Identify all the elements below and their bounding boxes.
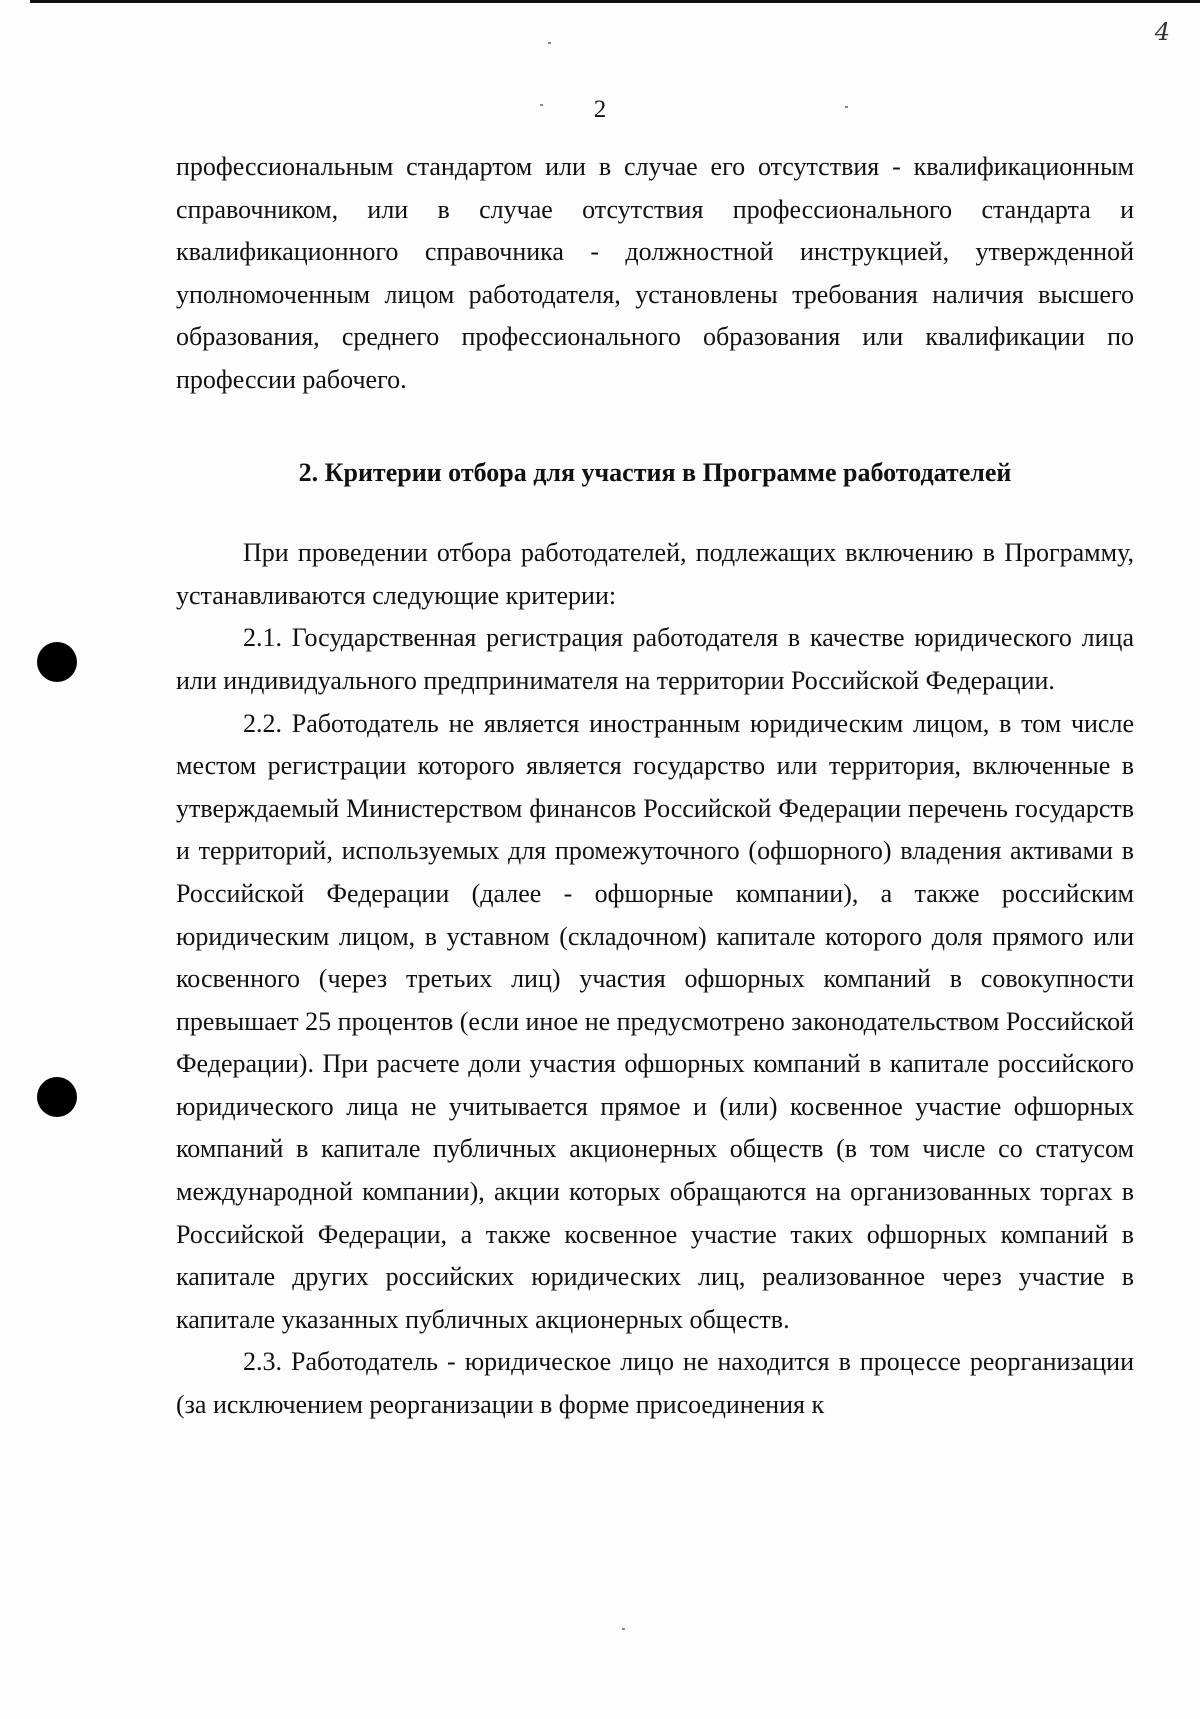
intro-paragraph: При проведении отбора работодателей, подлежащих включению в Программу, устанавливаются следующие критерии: [176, 538, 1134, 610]
document-body [176, 146, 1134, 1427]
section-heading: 2. Критерии отбора для участия в Программе работодателей [298, 457, 1012, 487]
binder-hole-icon [37, 642, 77, 682]
page-number: 2 [593, 96, 607, 123]
binder-hole-icon [37, 1077, 77, 1117]
scan-speck [540, 104, 543, 106]
top-edge-rule [30, 0, 1200, 3]
scan-speck [845, 106, 848, 108]
handwritten-page-mark: 4 [1154, 18, 1170, 46]
scan-speck [622, 1628, 625, 1630]
clause-2-1: 2.1. Государственная регистрация работодателя в качестве юридического лица или индивидуального предпринимателя на территории Российской Федерации. [176, 623, 1134, 695]
scan-speck [548, 42, 551, 44]
clause-2-3: 2.3. Работодатель - юридическое лицо не находится в процессе реорганизации (за исключением реорганизации в форме присоединения к [176, 1347, 1134, 1420]
opening-paragraph: профессиональным стандартом или в случае его отсутствия - квалификационным справочником, или в случае отсутствия профессионального стандарта и квалификационного справочника - должностной инструкцией, утвержденной уполномоченным лицом работодателя, установлены требования наличия высшего образования, среднего профессионального образования или квалификации по профессии рабочего. [176, 152, 1134, 394]
clause-2-2: 2.2. Работодатель не является иностранным юридическим лицом, в том числе местом регистрации которого является государство или территория, включенные в утверждаемый Министерством финансов Российской Федерации перечень государств и территорий, используемых для промежуточного (офшорного) владения активами в Российской Федерации (далее - офшорные компании), а также российским юридическим лицом, в уставном (складочном) капитале которого доля прямого или косвенного (через третьих лиц) участия офшорных компаний в совокупности превышает 25 процентов (если иное не предусмотрено законодательством Российской Федерации). При расчете доли участия офшорных компаний в капитале российского юридического лица не учитывается прямое и (или) косвенное участие офшорных компаний в капитале публичных акционерных обществ (в том числе со статусом международной компании), акции которых обращаются на организованных торгах в Российской Федерации, а также косвенное участие таких офшорных компаний в капитале других российских юридических лиц, реализованное через участие в капитале указанных публичных акционерных обществ. [176, 708, 1134, 1334]
